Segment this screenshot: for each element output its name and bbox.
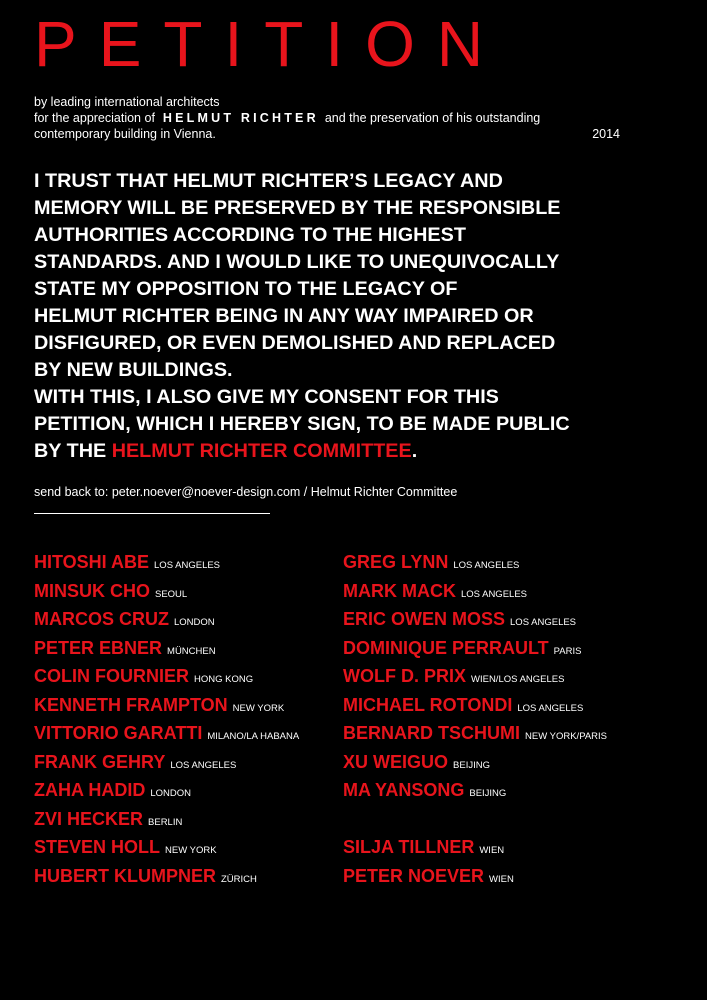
signatory: [34, 605, 299, 634]
signature-divider: [34, 513, 270, 514]
signatory-city: ZÜRICH: [221, 873, 257, 885]
signatory: [34, 634, 299, 663]
signatory-name: DOMINIQUE PERRAULT: [343, 637, 549, 658]
petition-statement: [34, 168, 674, 465]
statement-line: DISFIGURED, OR EVEN DEMOLISHED AND REPLACED: [34, 332, 556, 354]
signatory-name: PETER NOEVER: [343, 865, 485, 886]
signatories-left-column: [34, 548, 299, 890]
signatory: [34, 805, 299, 834]
signatory: [343, 776, 607, 805]
signatory-name: MARK MACK: [343, 580, 456, 601]
signatory-city: PARIS: [553, 645, 582, 657]
statement-line: HELMUT RICHTER BEING IN ANY WAY IMPAIRED OR: [34, 305, 534, 327]
signatory-name: FRANK GEHRY: [34, 751, 166, 772]
signatory-city: LONDON: [150, 788, 191, 799]
signatory-city: NEW YORK: [165, 845, 217, 856]
signatory: [34, 719, 299, 748]
signatory: [34, 833, 299, 862]
send-back-info: send back to: peter.noever@noever-design.com / Helmut Richter Committee: [34, 485, 458, 499]
signatory-name: MINSUK CHO: [34, 580, 150, 601]
page-title: PETITION: [34, 8, 506, 80]
statement-last-post: .: [411, 440, 418, 462]
signatory: [34, 662, 299, 691]
signatory-name: GREG LYNN: [343, 552, 449, 572]
signatory-city: BEIJING: [469, 788, 507, 799]
statement-line: STATE MY OPPOSITION TO THE LEGACY OF: [34, 278, 458, 300]
statement-line: MEMORY WILL BE PRESERVED BY THE RESPONSIBLE: [34, 197, 561, 219]
signatory-name: MA YANSONG: [343, 780, 465, 800]
statement-line: BY NEW BUILDINGS.: [34, 359, 233, 381]
signatory-name: MARCOS CRUZ: [34, 609, 169, 629]
signatory-name: KENNETH FRAMPTON: [34, 694, 228, 715]
signatory-name: VITTORIO GARATTI: [34, 723, 203, 743]
signatories-right-column: [343, 548, 607, 890]
signatory-city: LOS ANGELES: [154, 560, 221, 571]
signatory: [343, 662, 607, 691]
signatory-name: SILJA TILLNER: [343, 837, 475, 857]
signatory: [34, 548, 299, 577]
signatory: [343, 691, 607, 720]
signatory-city: LOS ANGELES: [510, 617, 577, 628]
signatory-city: WIEN/LOS ANGELES: [471, 674, 565, 685]
subtitle-architect-name: HELMUT RICHTER: [162, 111, 319, 125]
statement-last-line: [34, 438, 674, 465]
signatory-name: ZAHA HADID: [34, 780, 146, 800]
signatory-city: SEOUL: [155, 588, 188, 600]
signatory-city: LOS ANGELES: [517, 702, 584, 714]
signatory-city: NEW YORK/PARIS: [525, 731, 607, 742]
statement-line: I TRUST THAT HELMUT RICHTER’S LEGACY AND: [34, 170, 503, 192]
signatory: [34, 577, 299, 606]
signatory-city: HONG KONG: [194, 674, 254, 685]
signatory-city: BERLIN: [148, 816, 183, 828]
subtitle-line-3: contemporary building in Vienna.: [34, 127, 216, 141]
subtitle: [34, 94, 620, 142]
subtitle-line-1: by leading international architects: [34, 95, 220, 109]
signatory-city: LOS ANGELES: [170, 759, 237, 771]
signatory-name: ZVI HECKER: [34, 808, 144, 829]
committee-name: HELMUT RICHTER COMMITTEE: [111, 440, 412, 462]
signatory-name: PETER EBNER: [34, 637, 163, 658]
statement-line: AUTHORITIES ACCORDING TO THE HIGHEST: [34, 224, 466, 246]
signatory-city: NEW YORK: [232, 702, 285, 714]
signatory-name: XU WEIGUO: [343, 751, 449, 772]
signatory-city: LOS ANGELES: [453, 560, 520, 571]
signatory-city: MILANO/LA HABANA: [207, 731, 300, 742]
signatory: [34, 691, 299, 720]
signatory: [343, 748, 607, 777]
signatory: [343, 577, 607, 606]
signatory: [343, 719, 607, 748]
signatory: [34, 748, 299, 777]
subtitle-line-2: [34, 110, 620, 126]
signatory-city: WIEN: [479, 845, 505, 856]
statement-line: WITH THIS, I ALSO GIVE MY CONSENT FOR THIS: [34, 386, 499, 408]
signatory: [343, 605, 607, 634]
signatory: [343, 634, 607, 663]
year: 2014: [592, 127, 620, 141]
signatory: [343, 548, 607, 577]
signatory-city: MÜNCHEN: [167, 645, 216, 657]
signatory: [343, 862, 607, 891]
signatory-city: LOS ANGELES: [460, 588, 527, 600]
signatory-name: BERNARD TSCHUMI: [343, 723, 520, 743]
signatory-city: LONDON: [174, 617, 215, 628]
signatory-city: WIEN: [489, 873, 514, 885]
statement-last-pre: BY THE: [34, 440, 107, 462]
signatory-name: COLIN FOURNIER: [34, 666, 189, 686]
statement-line: STANDARDS. AND I WOULD LIKE TO UNEQUIVOCALLY: [34, 251, 560, 273]
signatory: [34, 862, 299, 891]
signatory-name: STEVEN HOLL: [34, 837, 161, 857]
signatory-name: MICHAEL ROTONDI: [343, 694, 513, 715]
signatory-name: WOLF D. PRIX: [343, 666, 466, 686]
signatory-name: HITOSHI ABE: [34, 552, 150, 572]
signatory-name: ERIC OWEN MOSS: [343, 609, 506, 629]
signatory-name: HUBERT KLUMPNER: [34, 865, 216, 886]
signatory: [34, 776, 299, 805]
signatory-city: BEIJING: [453, 759, 490, 771]
signatory: [343, 833, 607, 862]
statement-line: PETITION, WHICH I HEREBY SIGN, TO BE MADE PUBLIC: [34, 413, 570, 435]
subtitle-line-2-post: and the preservation of his outstanding: [324, 111, 541, 125]
subtitle-line-2-pre: for the appreciation of: [34, 111, 155, 125]
